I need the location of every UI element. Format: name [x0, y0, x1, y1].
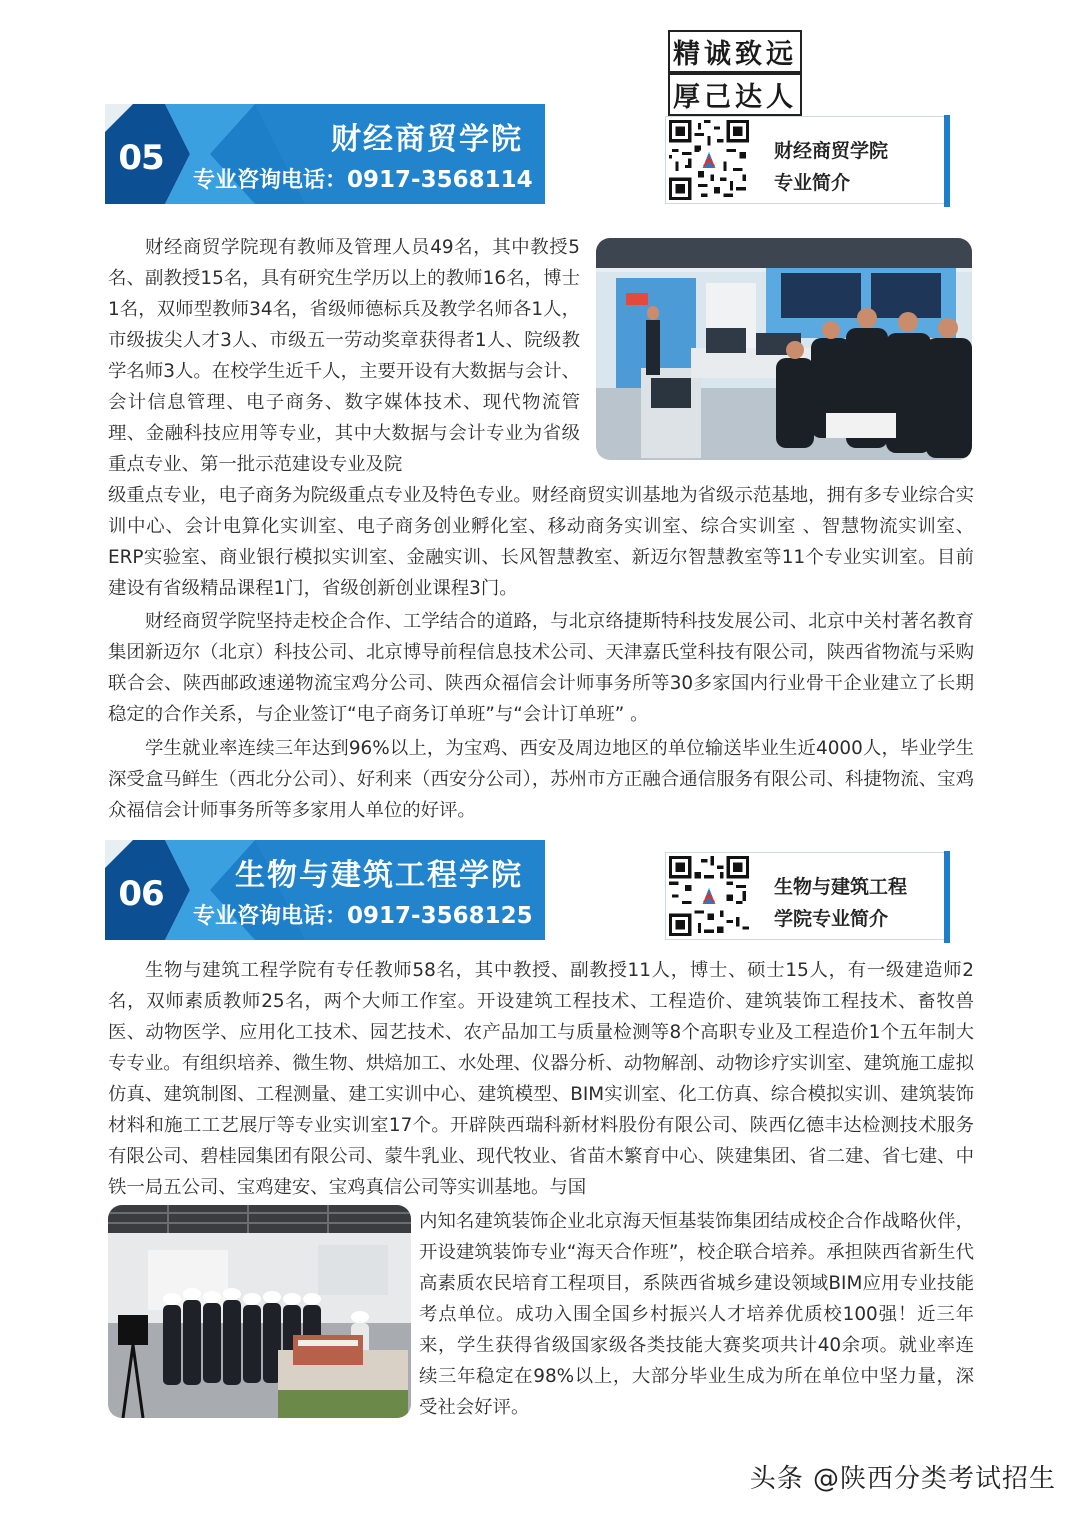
qr-caption-line-1: 生物与建筑工程: [774, 876, 908, 898]
building-model-photo: [108, 1205, 411, 1418]
consult-phone: [193, 899, 533, 930]
motto-part-1: 精诚致远: [668, 30, 802, 73]
phone-label: 专业咨询电话：: [193, 904, 348, 929]
motto-part-2: 厚己达人: [668, 73, 802, 116]
section-title: 生物与建筑工程学院: [235, 858, 523, 893]
section-title: 财经商贸学院: [331, 122, 523, 157]
section-number: 05: [118, 138, 164, 178]
consult-phone: [193, 163, 533, 194]
qr-code-icon[interactable]: [669, 120, 749, 200]
section-06-banner: [105, 840, 545, 940]
section-06-para-1b: 内知名建筑装饰企业北京海天恒基装饰集团结成校企合作战略伙伴，开设建筑装饰专业“海天合作班”，校企联合培养。承担陕西省新生代高素质农民培育工程项目，系陕西省城乡建设领域BIM应用专业技能考点单位。成功入围全国乡村振兴人才培养优质校100强！近三年来，学生获得省级国家级各类技能大赛奖项共计40余项。就业率连续三年稳定在98%以上，大部分毕业生成为所在单位中坚力量，深受社会好评。: [419, 1211, 974, 1418]
section-06-para-1a: 生物与建筑工程学院有专任教师58名，其中教授、副教授11人，博士、硕士15人，有一级建造师2名，双师素质教师25名，两个大师工作室。开设建筑工程技术、工程造价、建筑装饰工程技术、畜牧兽医、动物医学、应用化工技术、园艺技术、农产品加工与质量检测等8个高职专业及工程造价1个五年制大专专业。有组织培养、微生物、烘焙加工、水处理、仪器分析、动物解剖、动物诊疗实训室、建筑施工虚拟仿真、建筑制图、工程测量、建工实训中心、建筑模型、BIM实训室、化工仿真、综合模拟实训、建筑装饰材料和施工工艺展厅等专业实训室17个。开辟陕西瑞科新材料股份有限公司、陕西亿德丰达检测技术服务有限公司、碧桂园集团有限公司、蒙牛乳业、现代牧业、省苗木繁育中心、陕建集团、省二建、省七建、中铁一局五公司、宝鸡建安、宝鸡真信公司等实训基地。与国: [108, 960, 974, 1198]
qr-card-05[interactable]: [665, 116, 949, 204]
phone-number: 0917-3568125: [347, 903, 533, 929]
school-motto: [668, 30, 978, 113]
qr-caption-line-2: 专业简介: [774, 172, 851, 194]
section-05-banner: [105, 104, 545, 204]
exhibition-hall-image: [108, 1205, 411, 1418]
classroom-photo: [596, 238, 972, 460]
section-05-para-3: 学生就业率连续三年达到96%以上，为宝鸡、西安及周边地区的单位输送毕业生近4000人，毕业学生深受盒马鲜生（西北分公司）、好利来（西安分公司），苏州市方正融合通信服务有限公司、科捷物流、宝鸡众福信会计师事务所等多家用人单位的好评。: [108, 738, 974, 821]
qr-caption-line-2: 学院专业简介: [774, 908, 889, 930]
smart-classroom-image: [596, 238, 972, 460]
section-05-para-1b: 级重点专业，电子商务为院级重点专业及特色专业。财经商贸实训基地为省级示范基地，拥有多专业综合实训中心、会计电算化实训室、电子商务创业孵化室、移动商务实训室、综合实训室 、智慧物流实训室、ERP实验室、商业银行模拟实训室、金融实训、长风智慧教室、新迈尔智慧教室等11个专业实训室。目前建设有省级精品课程1门，省级创新创业课程3门。: [108, 485, 974, 599]
qr-caption-line-1: 财经商贸学院: [774, 140, 889, 162]
section-05-para-1a: 财经商贸学院现有教师及管理人员49名，其中教授5名、副教授15名，具有研究生学历以上的教师16名，博士1名，双师型教师34名，省级师德标兵及教学名师各1人，市级拔尖人才3人、市级五一劳动奖章获得者1人、院级教学名师3人。在校学生近千人，主要开设有大数据与会计、会计信息管理、电子商务、数字媒体技术、现代物流管理、金融科技应用等专业，其中大数据与会计专业为省级重点专业、第一批示范建设专业及院: [108, 237, 580, 475]
phone-number: 0917-3568114: [347, 167, 533, 193]
qr-code-icon[interactable]: [669, 856, 749, 936]
qr-caption: [774, 135, 888, 199]
phone-label: 专业咨询电话：: [193, 168, 348, 193]
section-number: 06: [118, 874, 164, 914]
qr-card-06[interactable]: [665, 852, 949, 940]
qr-caption: [774, 871, 907, 935]
section-05-para-2: 财经商贸学院坚持走校企合作、工学结合的道路，与北京络捷斯特科技发展公司、北京中关村著名教育集团新迈尔（北京）科技公司、北京博导前程信息技术公司、天津嘉氏堂科技有限公司，陕西省物流与采购联合会、陕西邮政速递物流宝鸡分公司、陕西众福信会计师事务所等30多家国内行业骨干企业建立了长期稳定的合作关系，与企业签订“电子商务订单班”与“会计订单班” 。: [108, 611, 974, 725]
footer-watermark: 头条 @陕西分类考试招生: [749, 1464, 1056, 1494]
